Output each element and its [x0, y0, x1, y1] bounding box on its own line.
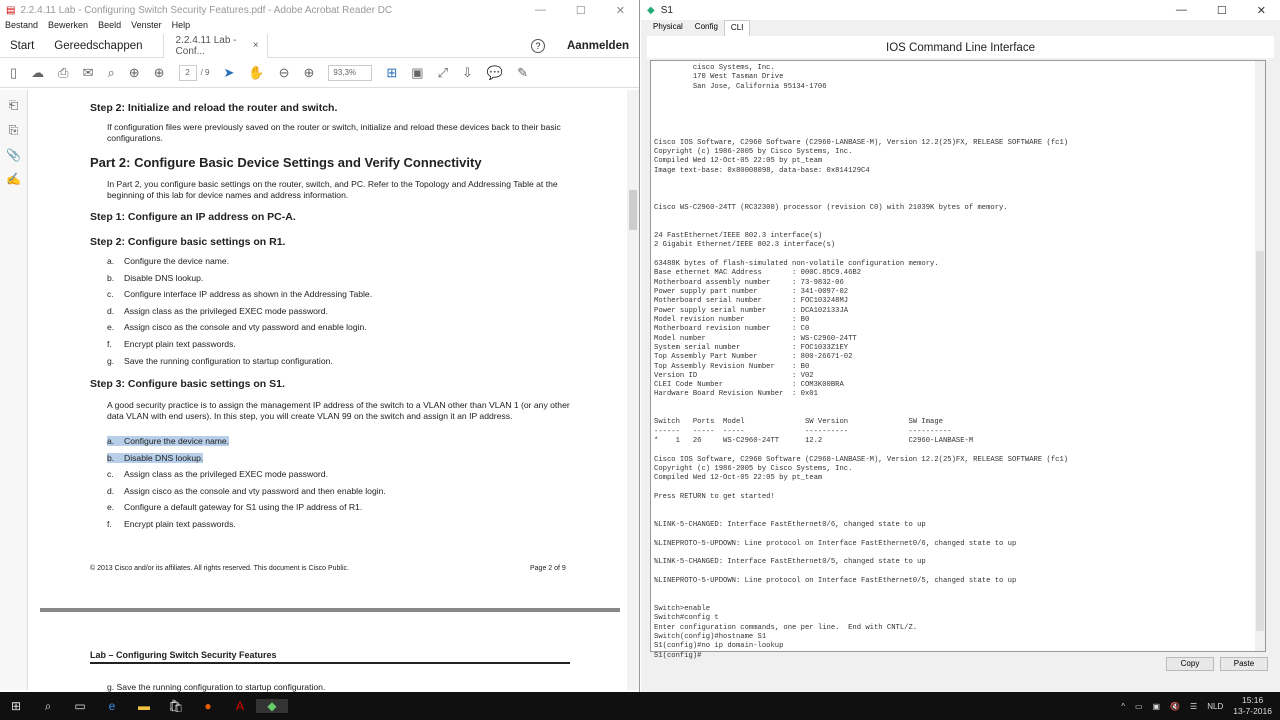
list-item: [107, 256, 229, 266]
acrobat-icon[interactable]: A: [235, 699, 244, 713]
terminal-line: [654, 92, 1265, 101]
zoom-out-icon[interactable]: ⊖: [278, 64, 290, 80]
terminal-line: [654, 568, 1265, 577]
pages-icon[interactable]: ⎘: [8, 123, 19, 137]
list-marker: e.: [107, 502, 115, 513]
taskbar: [0, 692, 1280, 720]
terminal-line: Press RETURN to get started!: [654, 493, 775, 502]
terminal-line: [654, 185, 1265, 194]
save-icon[interactable]: ▯: [10, 64, 18, 80]
page-count: / 9: [200, 68, 210, 77]
copy-button[interactable]: Copy: [1166, 657, 1214, 671]
zoom-select[interactable]: 93,3%: [328, 65, 372, 81]
minimize-button[interactable]: —: [534, 3, 546, 16]
sign-in-button[interactable]: Aanmelden: [567, 39, 629, 52]
tab-document[interactable]: [163, 34, 268, 58]
comment-icon[interactable]: 💬: [486, 64, 504, 80]
tab-cli[interactable]: CLI: [724, 20, 750, 36]
list-text: Disable DNS lookup.: [124, 272, 204, 283]
terminal-line: [654, 512, 1265, 521]
list-marker: d.: [107, 305, 115, 316]
terminal-line: [654, 213, 1265, 222]
terminal-line: Cisco IOS Software, C2960 Software (C2960-LANBASE-M), Version 12.2(25)FX, RELEASE SOFTWARE (fc1): [654, 138, 1069, 147]
paste-button[interactable]: Paste: [1220, 657, 1268, 671]
terminal-line: Image text-base: 0x80008098, data-base: 0x814129C4: [654, 166, 870, 175]
list-item: [107, 273, 203, 283]
terminal-line: System serial number : FOC1033Z1EY: [654, 343, 849, 352]
device-icon: ◆: [647, 4, 655, 16]
terminal-line: %LINEPROTO-5-UPDOWN: Line protocol on Interface FastEthernet0/6, changed state to up: [654, 539, 1017, 548]
list-marker: b.: [107, 272, 115, 283]
page-footer: © 2013 Cisco and/or its affiliates. All rights reserved. This document is Cisco Public.: [90, 565, 349, 572]
header-rule: [90, 662, 570, 664]
terminal-line: S1(config)#no ip domain-lookup: [654, 642, 784, 651]
list-text: Assign cisco as the console and vty password and enable login.: [124, 322, 367, 333]
terminal-line: CLEI Code Number : COM3K00BRA: [654, 381, 844, 390]
battery-icon[interactable]: ▭: [1134, 701, 1143, 711]
page-number-input[interactable]: 2: [179, 65, 197, 81]
terminal-line: Switch>enable: [654, 605, 711, 614]
terminal-line: Copyright (c) 1986-2005 by Cisco Systems, Inc.: [654, 147, 853, 156]
rotate-icon[interactable]: ▣: [411, 64, 424, 80]
terminal-line: ------ ----- ----- ---------- ----------: [654, 427, 952, 436]
terminal-line: S1(config)#: [654, 651, 702, 660]
terminal-line: [654, 586, 1265, 595]
terminal-line: 2 Gigabit Ethernet/IEEE 802.3 interface(s): [654, 241, 836, 250]
menu-bar: [0, 20, 639, 34]
terminal-line: Cisco WS-C2960-24TT (RC32300) processor (revision C0) with 21039K bytes of memory.: [654, 203, 1008, 212]
terminal-line: [654, 502, 1265, 511]
list-item: [107, 436, 229, 446]
terminal-line: [654, 251, 1265, 260]
close-button[interactable]: ✕: [1256, 4, 1266, 17]
terminal-line: Model number : WS-C2960-24TT: [654, 334, 857, 343]
list-marker: c.: [107, 469, 114, 480]
menu-bewerken[interactable]: Bewerken: [48, 20, 89, 30]
list-text: Configure the device name.: [124, 436, 230, 446]
menu-venster[interactable]: Venster: [131, 20, 162, 30]
acrobat-window: [0, 0, 640, 692]
terminal-line: [654, 596, 1265, 605]
menu-help[interactable]: Help: [171, 20, 191, 30]
minimize-button[interactable]: —: [1175, 3, 1187, 16]
list-text: Encrypt plain text passwords.: [124, 519, 236, 529]
terminal-line: Motherboard serial number : FOC103248MJ: [654, 297, 849, 306]
list-item: [107, 322, 367, 332]
list-marker: f.: [107, 339, 112, 349]
menu-beeld[interactable]: Beeld: [98, 20, 122, 30]
running-header: Lab – Configuring Switch Security Features: [90, 650, 277, 660]
task-view-icon[interactable]: ▭: [74, 699, 86, 713]
list-item: [107, 453, 203, 463]
list-item: [107, 469, 328, 479]
left-rail: [0, 90, 28, 690]
terminal-line: Top Assembly Part Number : 800-26671-02: [654, 353, 853, 362]
tab-config[interactable]: Config: [694, 22, 718, 31]
terminal-line: Switch#config t: [654, 614, 719, 623]
print-icon[interactable]: ⎙: [58, 64, 69, 80]
pdf-scrollbar[interactable]: [627, 90, 639, 690]
list-marker: d.: [107, 485, 115, 496]
close-tab-icon[interactable]: ×: [252, 40, 259, 51]
fit-page-icon[interactable]: ⊞: [386, 64, 398, 80]
terminal-line: [654, 400, 1265, 409]
store-icon[interactable]: 🛍: [168, 699, 184, 713]
terminal-line: %LINK-5-CHANGED: Interface FastEthernet0/6, changed state to up: [654, 521, 926, 530]
time: 15:16: [1241, 695, 1264, 705]
terminal-line: Top Assembly Revision Number : B0: [654, 362, 810, 371]
acrobat-titlebar: [0, 0, 639, 20]
terminal-line: 63488K bytes of flash-simulated non-volatile configuration memory.: [654, 259, 939, 268]
hand-tool-icon[interactable]: ✋: [248, 64, 265, 80]
heading: Step 3: Configure basic settings on S1.: [90, 378, 285, 390]
tray-chevron-icon[interactable]: ^: [1121, 701, 1125, 711]
list-marker: e.: [107, 322, 115, 333]
select-tool-icon[interactable]: ➤: [223, 64, 235, 80]
notifications-icon[interactable]: ☰: [1190, 701, 1198, 711]
scroll-mode-icon[interactable]: ⇩: [461, 64, 473, 80]
list-item: [107, 519, 236, 529]
toolbar: [0, 58, 639, 88]
terminal-line: Base ethernet MAC Address : 000C.85C9.46B2: [654, 269, 862, 278]
terminal-line: Motherboard assembly number : 73-9832-06: [654, 278, 844, 287]
sign-icon[interactable]: ✎: [517, 64, 528, 80]
search-icon[interactable]: ⌕: [44, 698, 52, 713]
list-item: g. Save the running configuration to startup configuration.: [107, 682, 326, 692]
list-text: Assign class as the privileged EXEC mode password.: [124, 469, 328, 480]
email-icon[interactable]: ✉: [82, 64, 94, 80]
terminal-line: %LINEPROTO-5-UPDOWN: Line protocol on Interface FastEthernet0/5, changed state to up: [654, 577, 1017, 586]
prev-page-icon[interactable]: ⊕: [128, 64, 140, 80]
pdf-icon: ▤: [6, 4, 16, 16]
fullscreen-icon[interactable]: ⤢: [437, 64, 448, 80]
upload-icon[interactable]: ☁: [31, 64, 45, 80]
list-item: [107, 289, 372, 299]
search-icon[interactable]: ⌕: [107, 64, 115, 80]
terminal-line: Compiled Wed 12-Oct-05 22:05 by pt_team: [654, 474, 823, 483]
terminal-line: Power supply serial number : DCA102133JA: [654, 306, 849, 315]
list-marker: c.: [107, 289, 114, 300]
page-divider: [40, 608, 620, 612]
cli-terminal[interactable]: [650, 60, 1266, 660]
terminal-line: [654, 101, 1265, 110]
list-item: [107, 339, 236, 349]
list-item: [107, 306, 328, 316]
packet-tracer-icon[interactable]: ◆: [256, 699, 288, 713]
attachment-icon[interactable]: 📎: [6, 148, 21, 162]
tab-tools[interactable]: Gereedschappen: [54, 39, 143, 52]
cli-header: IOS Command Line Interface: [647, 36, 1274, 58]
terminal-line: Hardware Board Revision Number : 0x01: [654, 390, 818, 399]
network-icon[interactable]: ▣: [1152, 701, 1161, 711]
heading: Step 1: Configure an IP address on PC-A.: [90, 211, 296, 223]
heading: Step 2: Configure basic settings on R1.: [90, 236, 286, 248]
list-text: Configure interface IP address as shown in the Addressing Table.: [124, 289, 373, 300]
terminal-line: Version ID : V02: [654, 371, 814, 380]
list-item: [107, 486, 386, 496]
windows-start-icon[interactable]: ⊞: [10, 699, 22, 713]
terminal-line: Enter configuration commands, one per line. End with CNTL/Z.: [654, 623, 918, 632]
bookmarks-icon[interactable]: ⎗: [8, 98, 19, 112]
terminal-line: Power supply part number : 341-0097-02: [654, 287, 849, 296]
list-text: Encrypt plain text passwords.: [124, 339, 236, 349]
list-text: Assign class as the privileged EXEC mode password.: [124, 305, 328, 316]
terminal-line: 170 West Tasman Drive: [654, 73, 784, 82]
terminal-line: [654, 195, 1265, 204]
close-button[interactable]: ✕: [615, 4, 625, 17]
terminal-line: [654, 530, 1265, 539]
terminal-line: [654, 549, 1265, 558]
terminal-line: San Jose, California 95134-1706: [654, 82, 827, 91]
list-marker: a.: [107, 256, 115, 266]
list-text: Save the running configuration to startup configuration.: [124, 355, 333, 366]
terminal-line: Motherboard revision number : C0: [654, 325, 810, 334]
packet-tracer-window: [641, 0, 1280, 692]
language-indicator[interactable]: NLD: [1207, 701, 1224, 711]
explorer-icon[interactable]: ▬: [138, 699, 150, 713]
window-title: 2.2.4.11 Lab - Configuring Switch Security Features.pdf - Adobe Acrobat Reader DC: [20, 4, 393, 16]
list-marker: a.: [107, 436, 124, 446]
terminal-line: Copyright (c) 1986-2005 by Cisco Systems, Inc.: [654, 465, 853, 474]
volume-muted-icon[interactable]: 🔇: [1170, 701, 1181, 711]
heading: Part 2: Configure Basic Device Settings and Verify Connectivity: [90, 155, 482, 170]
clock[interactable]: [1233, 695, 1272, 717]
pt-tabs: [641, 20, 1280, 36]
list-item: [107, 356, 333, 366]
list-text: Assign cisco as the console and vty password and then enable login.: [124, 485, 386, 496]
list-item: [107, 502, 362, 512]
window-title: S1: [660, 4, 673, 16]
terminal-line: * 1 26 WS-C2960-24TT 12.2 C2960-LANBASE-M: [654, 437, 974, 446]
maximize-button[interactable]: ☐: [1216, 4, 1227, 17]
signature-icon[interactable]: ✍: [6, 172, 21, 186]
list-text: Disable DNS lookup.: [124, 452, 204, 463]
terminal-line: [654, 111, 1265, 120]
terminal-line: %LINK-5-CHANGED: Interface FastEthernet0/5, changed state to up: [654, 558, 926, 567]
list-marker: f.: [107, 519, 112, 529]
terminal-scrollbar[interactable]: [1255, 61, 1265, 651]
terminal-line: [654, 484, 1265, 493]
date: 13-7-2016: [1233, 706, 1272, 716]
paragraph: In Part 2, you configure basic settings on the router, switch, and PC. Refer to the Topology and Addressing Table at the beginning of this lab for device names and address information.: [107, 179, 558, 200]
tab-start[interactable]: Start: [10, 39, 35, 52]
firefox-icon[interactable]: ●: [204, 699, 212, 713]
terminal-line: [654, 129, 1265, 138]
terminal-line: [654, 176, 1265, 185]
terminal-line: [654, 409, 1265, 418]
terminal-line: Model revision number : B0: [654, 315, 810, 324]
terminal-line: [654, 223, 1265, 232]
menu-bestand[interactable]: Bestand: [5, 20, 39, 30]
heading: Step 2: Initialize and reload the router and switch.: [90, 102, 338, 114]
maximize-button[interactable]: ☐: [575, 4, 586, 17]
tab-physical[interactable]: Physical: [653, 22, 683, 31]
zoom-in-icon[interactable]: ⊕: [303, 64, 315, 80]
pdf-page: [40, 90, 620, 690]
list-marker: b.: [107, 453, 124, 463]
terminal-line: [654, 446, 1265, 455]
list-text: Configure the device name.: [124, 256, 230, 266]
help-icon[interactable]: ?: [531, 39, 545, 53]
terminal-line: [654, 120, 1265, 129]
terminal-line: Cisco IOS Software, C2960 Software (C2960-LANBASE-M), Version 12.2(25)FX, RELEASE SOFTWARE (fc1): [654, 455, 1069, 464]
terminal-line: 24 FastEthernet/IEEE 802.3 interface(s): [654, 231, 823, 240]
page-number: Page 2 of 9: [530, 565, 566, 572]
terminal-line: Switch(config)#hostname S1: [654, 633, 767, 642]
tab-document-label: 2.2.4.11 Lab - Conf...: [175, 34, 237, 57]
terminal-line: Switch Ports Model SW Version SW Image: [654, 418, 943, 427]
next-page-icon[interactable]: ⊕: [153, 64, 165, 80]
list-marker: g.: [107, 355, 115, 366]
terminal-line: cisco Systems, Inc.: [654, 64, 775, 72]
list-text: Configure a default gateway for S1 using the IP address of R1.: [124, 502, 363, 513]
pt-titlebar: [641, 0, 1280, 20]
edge-icon[interactable]: e: [108, 699, 116, 713]
paragraph: A good security practice is to assign the management IP address of the switch to a VLAN other than VLAN 1 (or any other data VLAN with end users). In this step, you will create VLAN 99 on the switch and assign it an IP address.: [107, 400, 570, 421]
paragraph: If configuration files were previously saved on the router or switch, initialize and reload these devices back to their basic configurations.: [107, 122, 561, 143]
terminal-line: Compiled Wed 12-Oct-05 22:05 by pt_team: [654, 157, 823, 166]
